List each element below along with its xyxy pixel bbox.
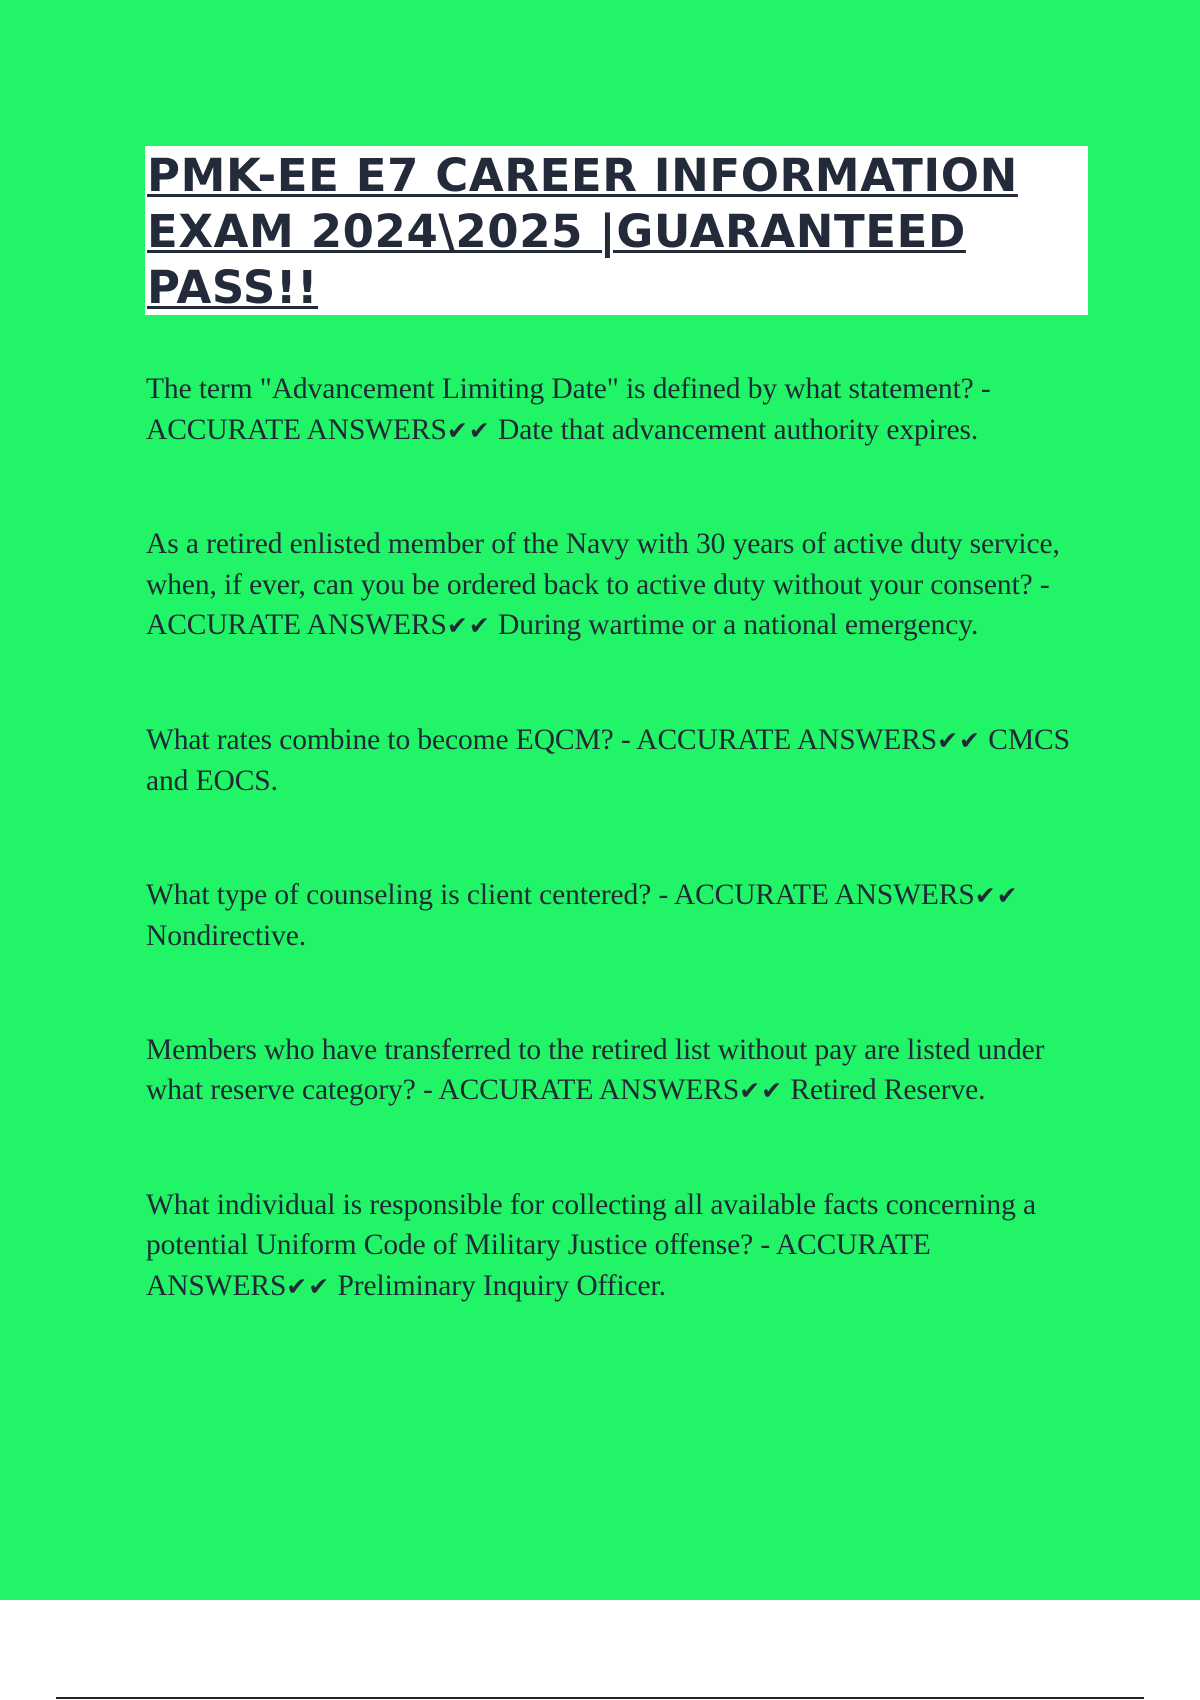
check-marks-icon: ✔✔ (974, 880, 1019, 910)
answer-label: ACCURATE ANSWERS (146, 1229, 931, 1302)
question-text: Members who have transferred to the retired list without pay are listed under what reserve category? - (146, 1033, 1045, 1106)
check-marks-icon: ✔✔ (286, 1271, 331, 1301)
qa-item-1 (146, 369, 1086, 451)
answer-text: Nondirective. (146, 920, 307, 952)
answer-text: Date that advancement authority expires. (498, 413, 979, 446)
question-text: The term "Advancement Limiting Date" is defined by what statement? - (146, 373, 991, 405)
answer-label: ACCURATE ANSWERS (673, 878, 975, 911)
answer-label: ACCURATE ANSWERS (438, 1074, 740, 1106)
answer-label: ACCURATE ANSWERS (146, 609, 447, 641)
answer-text: Preliminary Inquiry Officer. (337, 1269, 666, 1302)
qa-list (146, 369, 1086, 1307)
title-box (145, 146, 1088, 315)
answer-text: During wartime or a national emergency. (498, 609, 979, 641)
qa-item-4 (146, 875, 1086, 957)
qa-item-5 (146, 1030, 1086, 1112)
qa-item-2 (146, 524, 1086, 647)
answer-text: Retired Reserve. (790, 1074, 986, 1106)
qa-item-3 (146, 720, 1086, 802)
answer-text: CMCS and EOCS. (146, 723, 1070, 797)
answer-label: ACCURATE ANSWERS (146, 413, 447, 446)
check-marks-icon: ✔✔ (446, 611, 491, 640)
answer-label: ACCURATE ANSWERS (636, 723, 938, 756)
check-marks-icon: ✔✔ (446, 415, 491, 445)
check-marks-icon: ✔✔ (937, 725, 982, 755)
footer-divider (56, 1697, 1144, 1699)
question-text: What individual is responsible for collecting all available facts concerning a potential Uniform Code of Military Justice offense? - (146, 1188, 1036, 1261)
qa-item-6 (146, 1185, 1086, 1308)
page-title: PMK-EE E7 CAREER INFORMATION EXAM 2024\2025 |GUARANTEED PASS!! (147, 149, 1018, 314)
check-marks-icon: ✔✔ (739, 1076, 784, 1105)
question-text: What type of counseling is client centered? - (146, 878, 669, 911)
question-text: What rates combine to become EQCM? - (146, 723, 631, 756)
question-text: As a retired enlisted member of the Navy with 30 years of active duty service, when, if ever, can you be ordered back to active duty without your consent? - (146, 528, 1060, 601)
